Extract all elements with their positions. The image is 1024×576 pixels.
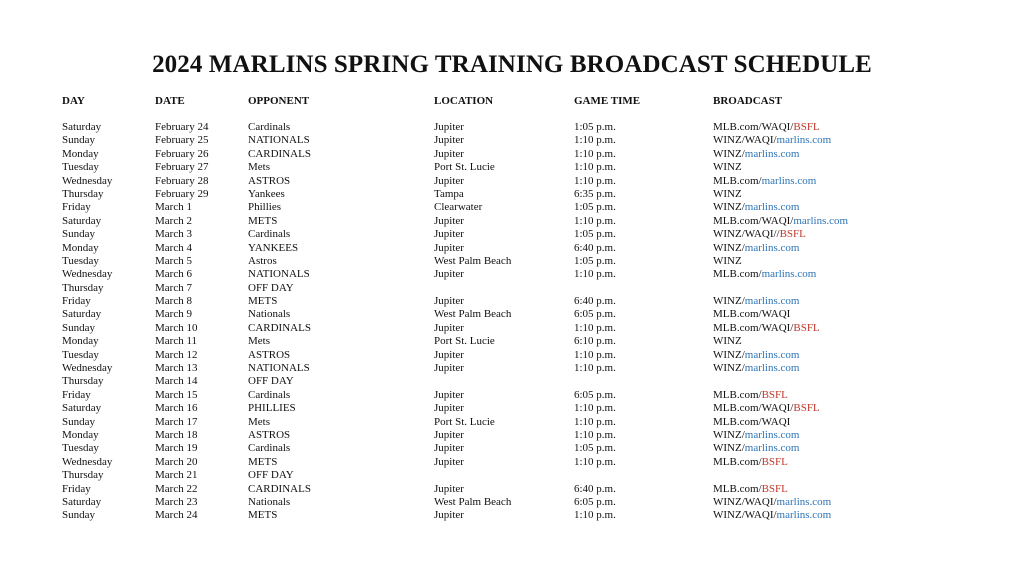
cell-game-time: 6:05 p.m. — [574, 308, 616, 321]
cell-opponent: Phillies — [248, 201, 282, 214]
cell-broadcast: WINZ — [713, 254, 742, 267]
cell-game-time: 1:10 p.m. — [574, 134, 616, 147]
cell-game-time: 6:40 p.m. — [574, 295, 616, 308]
cell-broadcast: MLB.com/marlins.com — [713, 174, 817, 187]
cell-location: West Palm Beach — [434, 495, 512, 508]
cell-location: Jupiter — [434, 174, 464, 187]
cell-day: Wednesday — [62, 362, 113, 375]
cell-opponent: Astros — [248, 254, 277, 267]
cell-day: Tuesday — [62, 442, 99, 455]
cell-location: Jupiter — [434, 455, 464, 468]
cell-broadcast: WINZ — [713, 335, 742, 348]
cell-opponent: PHILLIES — [248, 402, 296, 415]
cell-game-time: 1:10 p.m. — [574, 268, 616, 281]
table-row — [0, 362, 1024, 375]
cell-date: March 1 — [155, 201, 192, 214]
table-row — [0, 161, 1024, 174]
cell-day: Wednesday — [62, 455, 113, 468]
cell-location: Port St. Lucie — [434, 415, 495, 428]
cell-broadcast: WINZ/marlins.com — [713, 348, 800, 361]
cell-broadcast: MLB.com/BSFL — [713, 482, 788, 495]
cell-game-time: 1:05 p.m. — [574, 121, 616, 133]
table-row — [0, 121, 1024, 134]
cell-game-time: 1:05 p.m. — [574, 254, 616, 267]
cell-broadcast: MLB.com/WAQI — [713, 415, 791, 428]
cell-game-time: 1:10 p.m. — [574, 321, 616, 334]
table-row — [0, 322, 1024, 335]
header-day: DAY — [62, 95, 85, 107]
cell-day: Sunday — [62, 509, 95, 522]
cell-location: Jupiter — [434, 321, 464, 334]
cell-broadcast: WINZ/WAQI/marlins.com — [713, 134, 832, 147]
cell-date: March 11 — [155, 335, 198, 348]
cell-day: Sunday — [62, 134, 95, 147]
cell-game-time: 1:10 p.m. — [574, 348, 616, 361]
table-row — [0, 201, 1024, 214]
marlins-com-network: marlins.com — [744, 241, 800, 254]
cell-date: March 23 — [155, 495, 198, 508]
cell-location: Jupiter — [434, 134, 464, 147]
cell-opponent: CARDINALS — [248, 147, 311, 160]
cell-broadcast: WINZ/marlins.com — [713, 295, 800, 308]
bsfl-network: BSFL — [793, 321, 820, 334]
marlins-com-network: marlins.com — [744, 201, 800, 214]
table-row — [0, 483, 1024, 496]
column-header-row — [0, 95, 1024, 109]
cell-game-time: 1:10 p.m. — [574, 428, 616, 441]
cell-broadcast: WINZ/WAQI/marlins.com — [713, 495, 832, 508]
cell-broadcast: MLB.com/WAQI/BSFL — [713, 402, 820, 415]
cell-game-time: 1:10 p.m. — [574, 161, 616, 174]
cell-date: March 20 — [155, 455, 198, 468]
marlins-com-network: marlins.com — [744, 147, 800, 160]
table-row — [0, 268, 1024, 281]
cell-location: Port St. Lucie — [434, 161, 495, 174]
cell-opponent: Mets — [248, 161, 270, 174]
cell-location: Tampa — [434, 187, 464, 200]
cell-date: March 21 — [155, 469, 198, 482]
cell-opponent: OFF DAY — [248, 281, 294, 294]
cell-day: Monday — [62, 241, 99, 254]
cell-day: Friday — [62, 388, 91, 401]
table-row — [0, 496, 1024, 509]
cell-day: Friday — [62, 201, 91, 214]
table-row — [0, 175, 1024, 188]
cell-broadcast: MLB.com/BSFL — [713, 455, 788, 468]
cell-date: March 2 — [155, 214, 192, 227]
cell-date: March 15 — [155, 388, 198, 401]
cell-game-time: 6:35 p.m. — [574, 187, 616, 200]
marlins-com-network: marlins.com — [776, 134, 832, 147]
cell-opponent: Cardinals — [248, 388, 291, 401]
marlins-com-network: marlins.com — [776, 495, 832, 508]
header-broadcast: BROADCAST — [713, 95, 783, 107]
marlins-com-network: marlins.com — [761, 174, 817, 187]
page-title: 2024 MARLINS SPRING TRAINING BROADCAST SCHEDULE — [152, 51, 872, 78]
table-row — [0, 255, 1024, 268]
cell-broadcast: MLB.com/WAQI — [713, 308, 791, 321]
cell-date: March 19 — [155, 442, 198, 455]
cell-opponent: Nationals — [248, 495, 291, 508]
cell-opponent: CARDINALS — [248, 482, 311, 495]
cell-opponent: ASTROS — [248, 174, 291, 187]
cell-opponent: METS — [248, 295, 278, 308]
cell-date: March 5 — [155, 254, 192, 267]
cell-date: March 3 — [155, 228, 192, 241]
cell-broadcast: WINZ/marlins.com — [713, 362, 800, 375]
cell-game-time: 1:05 p.m. — [574, 201, 616, 214]
cell-opponent: Nationals — [248, 308, 291, 321]
cell-location: Jupiter — [434, 147, 464, 160]
cell-day: Tuesday — [62, 161, 99, 174]
cell-date: February 26 — [155, 147, 209, 160]
cell-day: Wednesday — [62, 268, 113, 281]
header-game-time: GAME TIME — [574, 95, 641, 107]
cell-broadcast: WINZ/WAQI/marlins.com — [713, 509, 832, 522]
cell-opponent: Yankees — [248, 187, 285, 200]
cell-date: March 4 — [155, 241, 192, 254]
cell-opponent: Mets — [248, 335, 270, 348]
cell-broadcast: MLB.com/marlins.com — [713, 268, 817, 281]
cell-day: Tuesday — [62, 254, 99, 267]
cell-location: Jupiter — [434, 295, 464, 308]
table-row — [0, 469, 1024, 482]
cell-game-time: 1:10 p.m. — [574, 362, 616, 375]
bsfl-network: BSFL — [761, 455, 788, 468]
cell-day: Tuesday — [62, 348, 99, 361]
marlins-com-network: marlins.com — [744, 348, 800, 361]
cell-date: March 9 — [155, 308, 192, 321]
cell-location: Jupiter — [434, 241, 464, 254]
cell-game-time: 1:05 p.m. — [574, 442, 616, 455]
cell-date: February 24 — [155, 121, 209, 133]
cell-day: Wednesday — [62, 174, 113, 187]
cell-date: February 25 — [155, 134, 209, 147]
cell-date: March 6 — [155, 268, 192, 281]
cell-day: Thursday — [62, 187, 104, 200]
bsfl-network: BSFL — [793, 121, 820, 133]
cell-broadcast: WINZ — [713, 161, 742, 174]
cell-date: March 10 — [155, 321, 198, 334]
marlins-com-network: marlins.com — [744, 428, 800, 441]
cell-opponent: CARDINALS — [248, 321, 311, 334]
cell-date: February 29 — [155, 187, 209, 200]
marlins-com-network: marlins.com — [744, 295, 800, 308]
table-row — [0, 242, 1024, 255]
cell-broadcast: WINZ/marlins.com — [713, 241, 800, 254]
cell-broadcast: WINZ/marlins.com — [713, 442, 800, 455]
cell-location: Jupiter — [434, 348, 464, 361]
cell-location: West Palm Beach — [434, 308, 512, 321]
header-opponent: OPPONENT — [248, 95, 310, 107]
cell-opponent: ASTROS — [248, 348, 291, 361]
cell-date: March 22 — [155, 482, 198, 495]
cell-day: Friday — [62, 482, 91, 495]
cell-opponent: YANKEES — [248, 241, 299, 254]
cell-location: West Palm Beach — [434, 254, 512, 267]
cell-broadcast: WINZ/WAQI//BSFL — [713, 228, 806, 241]
cell-broadcast: MLB.com/WAQI/BSFL — [713, 321, 820, 334]
cell-day: Monday — [62, 147, 99, 160]
table-row — [0, 282, 1024, 295]
marlins-com-network: marlins.com — [793, 214, 849, 227]
header-location: LOCATION — [434, 95, 494, 107]
table-row — [0, 402, 1024, 415]
cell-game-time: 6:05 p.m. — [574, 388, 616, 401]
cell-game-time: 6:10 p.m. — [574, 335, 616, 348]
cell-location: Jupiter — [434, 402, 464, 415]
cell-broadcast: WINZ/marlins.com — [713, 201, 800, 214]
table-row — [0, 442, 1024, 455]
cell-date: February 27 — [155, 161, 209, 174]
cell-game-time: 1:10 p.m. — [574, 214, 616, 227]
header-date: DATE — [155, 95, 185, 107]
cell-day: Saturday — [62, 402, 102, 415]
cell-opponent: Cardinals — [248, 121, 291, 133]
cell-game-time: 1:10 p.m. — [574, 402, 616, 415]
cell-location: Jupiter — [434, 388, 464, 401]
cell-location: Jupiter — [434, 268, 464, 281]
cell-day: Thursday — [62, 281, 104, 294]
cell-date: March 8 — [155, 295, 192, 308]
marlins-com-network: marlins.com — [744, 442, 800, 455]
cell-date: March 18 — [155, 428, 198, 441]
cell-day: Saturday — [62, 308, 102, 321]
bsfl-network: BSFL — [779, 228, 806, 241]
cell-location: Jupiter — [434, 228, 464, 241]
cell-date: February 28 — [155, 174, 209, 187]
table-row — [0, 228, 1024, 241]
table-row — [0, 389, 1024, 402]
cell-location: Jupiter — [434, 121, 464, 133]
cell-opponent: Cardinals — [248, 228, 291, 241]
cell-game-time: 6:40 p.m. — [574, 241, 616, 254]
cell-opponent: Cardinals — [248, 442, 291, 455]
cell-day: Saturday — [62, 495, 102, 508]
table-row — [0, 416, 1024, 429]
cell-location: Jupiter — [434, 482, 464, 495]
cell-day: Sunday — [62, 321, 95, 334]
cell-game-time: 1:10 p.m. — [574, 147, 616, 160]
marlins-com-network: marlins.com — [744, 362, 800, 375]
schedule-table — [0, 121, 1024, 523]
table-row — [0, 375, 1024, 388]
cell-broadcast: WINZ — [713, 187, 742, 200]
cell-opponent: NATIONALS — [248, 134, 310, 147]
table-row — [0, 509, 1024, 522]
cell-location: Jupiter — [434, 509, 464, 522]
table-row — [0, 148, 1024, 161]
cell-broadcast: WINZ/marlins.com — [713, 147, 800, 160]
cell-game-time: 6:40 p.m. — [574, 482, 616, 495]
cell-day: Friday — [62, 295, 91, 308]
marlins-com-network: marlins.com — [761, 268, 817, 281]
cell-location: Jupiter — [434, 442, 464, 455]
table-row — [0, 134, 1024, 147]
cell-location: Jupiter — [434, 214, 464, 227]
cell-day: Monday — [62, 428, 99, 441]
cell-opponent: METS — [248, 455, 278, 468]
cell-day: Sunday — [62, 415, 95, 428]
cell-opponent: NATIONALS — [248, 362, 310, 375]
cell-location: Clearwater — [434, 201, 483, 214]
table-row — [0, 335, 1024, 348]
cell-broadcast: MLB.com/WAQI/BSFL — [713, 121, 820, 133]
cell-opponent: Mets — [248, 415, 270, 428]
cell-game-time: 1:05 p.m. — [574, 228, 616, 241]
bsfl-network: BSFL — [793, 402, 820, 415]
cell-broadcast: WINZ/marlins.com — [713, 428, 800, 441]
table-row — [0, 308, 1024, 321]
cell-date: March 13 — [155, 362, 198, 375]
cell-day: Saturday — [62, 121, 102, 133]
table-row — [0, 429, 1024, 442]
table-row — [0, 295, 1024, 308]
cell-opponent: METS — [248, 214, 278, 227]
cell-day: Monday — [62, 335, 99, 348]
cell-game-time: 6:05 p.m. — [574, 495, 616, 508]
cell-date: March 12 — [155, 348, 198, 361]
cell-game-time: 1:10 p.m. — [574, 174, 616, 187]
cell-date: March 16 — [155, 402, 198, 415]
marlins-com-network: marlins.com — [776, 509, 832, 522]
cell-game-time: 1:10 p.m. — [574, 455, 616, 468]
table-row — [0, 349, 1024, 362]
cell-opponent: METS — [248, 509, 278, 522]
cell-game-time: 1:10 p.m. — [574, 509, 616, 522]
table-row — [0, 188, 1024, 201]
cell-date: March 24 — [155, 509, 198, 522]
cell-location: Jupiter — [434, 362, 464, 375]
cell-day: Sunday — [62, 228, 95, 241]
bsfl-network: BSFL — [761, 388, 788, 401]
cell-opponent: OFF DAY — [248, 375, 294, 388]
table-row — [0, 456, 1024, 469]
cell-location: Port St. Lucie — [434, 335, 495, 348]
cell-day: Saturday — [62, 214, 102, 227]
bsfl-network: BSFL — [761, 482, 788, 495]
cell-date: March 14 — [155, 375, 198, 388]
cell-opponent: ASTROS — [248, 428, 291, 441]
cell-opponent: NATIONALS — [248, 268, 310, 281]
table-row — [0, 215, 1024, 228]
cell-location: Jupiter — [434, 428, 464, 441]
cell-opponent: OFF DAY — [248, 469, 294, 482]
cell-game-time: 1:10 p.m. — [574, 415, 616, 428]
cell-broadcast: MLB.com/WAQI/marlins.com — [713, 214, 849, 227]
cell-day: Thursday — [62, 375, 104, 388]
cell-broadcast: MLB.com/BSFL — [713, 388, 788, 401]
cell-date: March 7 — [155, 281, 192, 294]
cell-day: Thursday — [62, 469, 104, 482]
cell-date: March 17 — [155, 415, 198, 428]
